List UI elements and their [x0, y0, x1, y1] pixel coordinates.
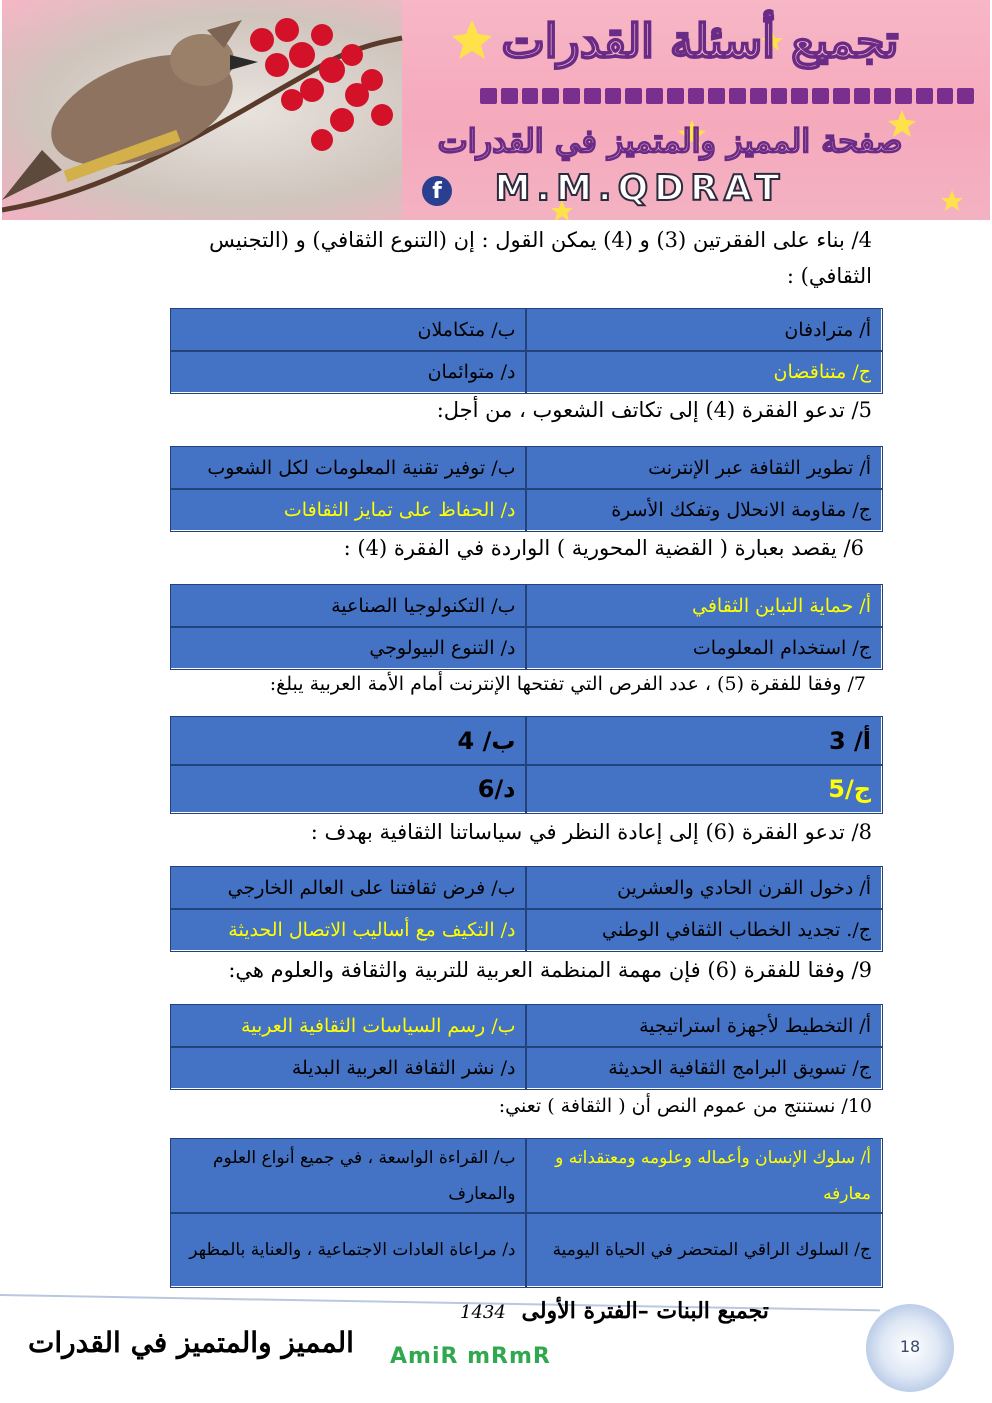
- option-b[interactable]: ب/ فرض ثقافتنا على العالم الخارجي: [171, 867, 527, 909]
- question-5: 5/ تدعو الفقرة (4) إلى تكاتف الشعوب ، من أجل:: [436, 398, 872, 422]
- option-b[interactable]: ب/ متكاملان: [171, 309, 527, 351]
- option-c[interactable]: ج/ متناقضان: [526, 351, 882, 393]
- option-d[interactable]: د/ التنوع البيولوجي: [171, 627, 527, 669]
- question-9: 9/ وفقا للفقرة (6) فإن مهمة المنظمة العربية للتربية والثقافة والعلوم هي:: [228, 958, 872, 982]
- option-a[interactable]: أ/ مترادفان: [526, 309, 882, 351]
- options-table-q9: [170, 1004, 882, 1089]
- option-d[interactable]: د/ مراعاة العادات الاجتماعية ، والعناية بالمظهر: [171, 1213, 527, 1287]
- banner-title: تجميع أسئلة القدرات: [501, 14, 899, 68]
- options-table-q10: [170, 1138, 882, 1287]
- option-c[interactable]: ج/5: [526, 765, 882, 813]
- option-a[interactable]: أ/ تطوير الثقافة عبر الإنترنت: [526, 447, 882, 489]
- option-b[interactable]: ب/ القراءة الواسعة ، في جميع أنواع العلوم والمعارف: [171, 1139, 527, 1213]
- option-c[interactable]: ج/ مقاومة الانحلال وتفكك الأسرة: [526, 489, 882, 531]
- option-a[interactable]: أ/ حماية التباين الثقافي: [526, 585, 882, 627]
- page-number-badge: [866, 1304, 954, 1392]
- question-10: 10/ نستنتج من عموم النص أن ( الثقافة ) تعني:: [498, 1095, 872, 1117]
- option-c[interactable]: ج/. تجديد الخطاب الثقافي الوطني: [526, 909, 882, 951]
- footer-title-text: تجميع البنات –الفترة الأولى: [521, 1298, 769, 1324]
- banner-handle: M.M.QDRAT: [494, 168, 786, 209]
- banner-subtitle: صفحة المميز والمتميز في القدرات: [437, 122, 903, 160]
- option-c[interactable]: ج/ السلوك الراقي المتحضر في الحياة اليومية: [526, 1213, 882, 1287]
- option-d[interactable]: د/ متوائمان: [171, 351, 527, 393]
- options-table-q4: [170, 308, 882, 393]
- options-table-q7: [170, 716, 882, 813]
- option-d[interactable]: د/ التكيف مع أساليب الاتصال الحديثة: [171, 909, 527, 951]
- question-7: 7/ وفقا للفقرة (5) ، عدد الفرص التي تفتحها الإنترنت أمام الأمة العربية يبلغ:: [269, 673, 866, 695]
- option-b[interactable]: ب/ رسم السياسات الثقافية العربية: [171, 1005, 527, 1047]
- option-b[interactable]: ب/ التكنولوجيا الصناعية: [171, 585, 527, 627]
- options-table-q5: [170, 446, 882, 531]
- option-b[interactable]: ب/ 4: [171, 717, 527, 765]
- option-d[interactable]: د/ الحفاظ على تمايز الثقافات: [171, 489, 527, 531]
- option-a[interactable]: أ/ دخول القرن الحادي والعشرين: [526, 867, 882, 909]
- option-c[interactable]: ج/ استخدام المعلومات: [526, 627, 882, 669]
- option-a[interactable]: أ/ سلوك الإنسان وأعماله وعلومه ومعتقداته و معارفه: [526, 1139, 882, 1213]
- footer-year: 1434: [460, 1302, 506, 1323]
- option-c[interactable]: ج/ تسويق البرامج الثقافية الحديثة: [526, 1047, 882, 1089]
- question-4: 4/ بناء على الفقرتين (3) و (4) يمكن القول : إن (التنوع الثقافي) و (التجنيس الثقافي) :: [209, 228, 872, 288]
- footer-title: [460, 1298, 769, 1324]
- option-a[interactable]: أ/ 3: [526, 717, 882, 765]
- option-b[interactable]: ب/ توفير تقنية المعلومات لكل الشعوب: [171, 447, 527, 489]
- option-a[interactable]: أ/ التخطيط لأجهزة استراتيجية: [526, 1005, 882, 1047]
- option-d[interactable]: د/ نشر الثقافة العربية البديلة: [171, 1047, 527, 1089]
- footer-brand: المميز والمتميز في القدرات: [28, 1326, 354, 1359]
- options-table-q8: [170, 866, 882, 951]
- options-table-q6: [170, 584, 882, 669]
- option-d[interactable]: د/6: [171, 765, 527, 813]
- question-8: 8/ تدعو الفقرة (6) إلى إعادة النظر في سياساتنا الثقافية بهدف :: [310, 820, 872, 844]
- facebook-icon: f: [422, 176, 452, 206]
- header-banner: [2, 0, 990, 220]
- question-6: 6/ يقصد بعبارة ( القضية المحورية ) الواردة في الفقرة (4) :: [343, 536, 864, 560]
- decorative-ribbon: [480, 88, 974, 104]
- page-number: 18: [899, 1337, 921, 1356]
- footer-signature: AmiR mRmR: [390, 1344, 551, 1369]
